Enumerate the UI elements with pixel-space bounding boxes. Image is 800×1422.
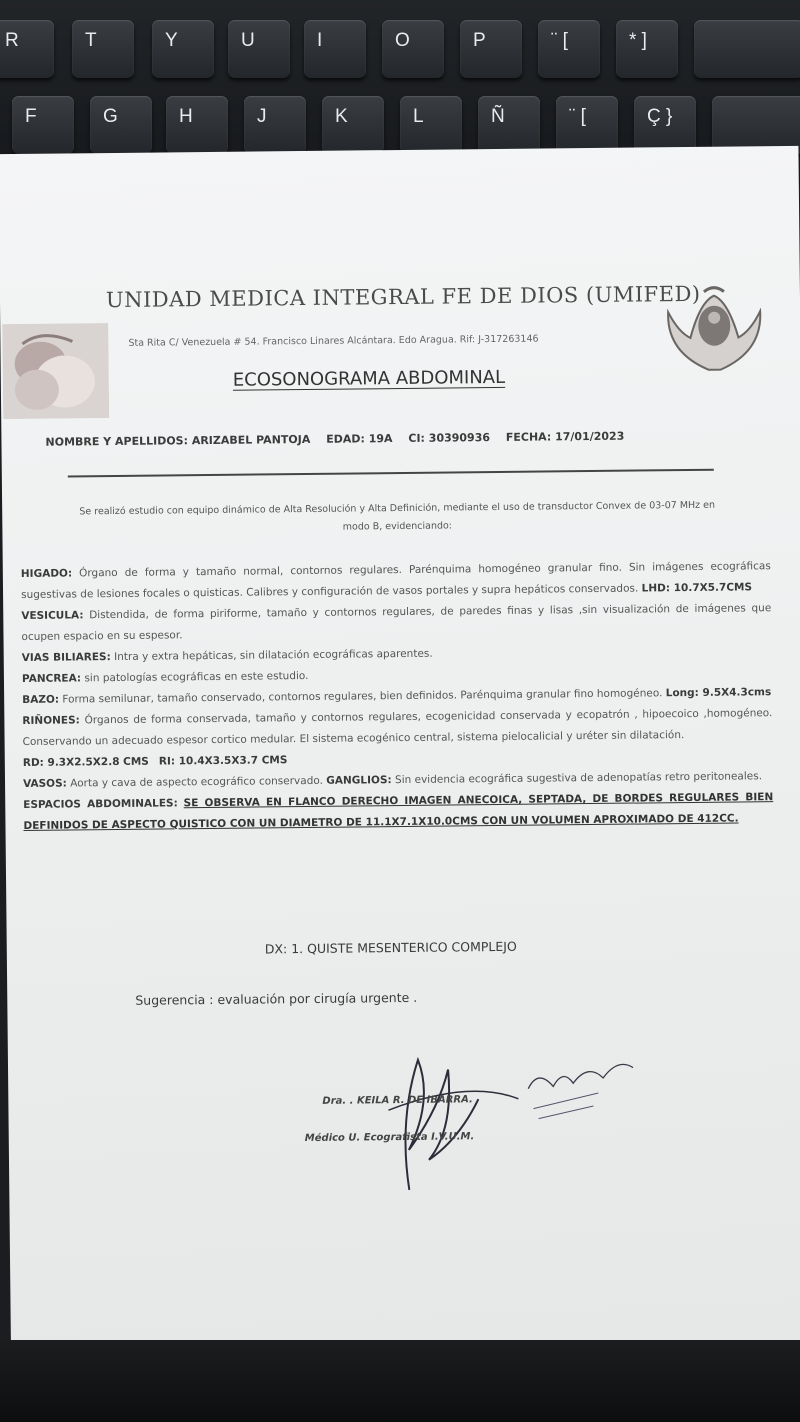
institution-name: UNIDAD MEDICA INTEGRAL FE DE DIOS (UMIFED) — [105, 281, 701, 313]
key-r: R — [0, 20, 54, 78]
patient-age: EDAD: 19A — [326, 432, 393, 446]
key-y: Y — [152, 20, 214, 78]
finding-bazo: BAZO: Forma semilunar, tamaño conservado, contornos regulares, bien definidos. Parénquima granular fino homogéneo. Long: 9.5X4.3cms — [22, 686, 772, 706]
key-p: P — [460, 20, 522, 78]
mother-baby-logo — [2, 323, 109, 419]
key-bracket-open: ¨ [ — [538, 20, 600, 78]
handwritten-signature-icon — [348, 1037, 650, 1200]
patient-info-line — [45, 430, 636, 449]
study-intro: Se realizó estudio con equipo dinámico de Alta Resolución y Alta Definición, mediante el uso de transductor Convex de 03-07 MHz en modo B, evidenciando: — [79, 499, 716, 533]
key-n-tilde: Ñ — [478, 96, 540, 154]
key-accent: ¨ [ — [556, 96, 618, 154]
doctor-role: Médico U. Ecografista I.V.U.M. — [304, 1131, 475, 1145]
doctor-name: Dra. . KEILA R. DE IBARRA. — [322, 1094, 473, 1107]
key-l: L — [400, 96, 462, 154]
key-j: J — [244, 96, 306, 154]
document-title: ECOSONOGRAMA ABDOMINAL — [232, 366, 506, 391]
key-h: H — [166, 96, 228, 154]
key-f: F — [12, 96, 74, 154]
key-bracket-close: * ] — [616, 20, 678, 78]
findings-section — [21, 556, 774, 837]
report-paper — [0, 146, 800, 1349]
key-o: O — [382, 20, 444, 78]
finding-vasos-ganglios: VASOS: Aorta y cava de aspecto ecográfico conservado. GANGLIOS: Sin evidencia ecográfica sugestiva de adenopatías retro peritoneales. — [22, 770, 763, 790]
key-g: G — [90, 96, 152, 154]
exam-date: FECHA: 17/01/2023 — [505, 429, 625, 444]
institution-address: Sta Rita C/ Venezuela # 54. Francisco Linares Alcántara. Edo Aragua. Rif: J-317263146 — [128, 333, 539, 349]
key-i: I — [304, 20, 366, 78]
finding-vesicula: VESICULA: Distendida, de forma piriforme, tamaño y contornos regulares, de paredes finas y lisas ,sin visualización de imágenes que ocupen espacio en su espesor. — [21, 602, 772, 643]
key-t: T — [72, 20, 134, 78]
finding-rinones: RIÑONES: Órganos de forma conservada, tamaño y contornos regulares, ecogenicidad conservada y ecopatrón , hipoecoico ,homogéneo. Conservando un adecuado espesor cortico medular. El sistema ecogénico central, sistema pielocalicial y uréter sin dilatación. — [22, 707, 773, 748]
finding-pancrea: PANCREA: sin patologías ecográficas en este estudio. — [21, 669, 309, 685]
diagnosis: DX: 1. QUISTE MESENTERICO COMPLEJO — [264, 938, 517, 957]
key-k: K — [322, 96, 384, 154]
key-c-cedilla: Ç } — [634, 96, 696, 154]
key-u: U — [228, 20, 290, 78]
patient-ci: CI: 30390936 — [408, 431, 491, 445]
suggestion: Sugerencia : evaluación por cirugía urgente . — [135, 989, 418, 1008]
finding-espacios-abdominales: ESPACIOS ABDOMINALES: SE OBSERVA EN FLANCO DERECHO IMAGEN ANECOICA, SEPTADA, DE BORDES REGULARES BIEN DEFINIDOS DE ASPECTO QUISTICO CON UN DIAMETRO DE 11.1X7.1X10.0CMS CON UN VOLUMEN APROXIMADO DE 412CC. — [23, 791, 774, 832]
patient-name: NOMBRE Y APELLIDOS: ARIZABEL PANTOJA — [45, 432, 311, 449]
finding-vias-biliares: VIAS BILIARES: Intra y extra hepáticas, sin dilatación ecográficas aparentes. — [21, 647, 433, 664]
desk-surface — [0, 1340, 800, 1422]
key-enter — [694, 20, 800, 78]
hands-holding-baby-logo — [658, 281, 771, 374]
finding-higado: HIGADO: Órgano de forma y tamaño normal, contornos regulares. Parénquima homogéneo granular fino. Sin imágenes ecográficas sugestivas de lesiones focales o quisticas. Calibres y configuración de vasos portales y supra hepáticos conservados. LHD: 10.7X5.7CMS — [20, 560, 771, 601]
finding-kidney-measures: RD: 9.3X2.5X2.8 CMS RI: 10.4X3.5X3.7 CMS — [22, 754, 288, 769]
divider-line — [68, 469, 714, 478]
